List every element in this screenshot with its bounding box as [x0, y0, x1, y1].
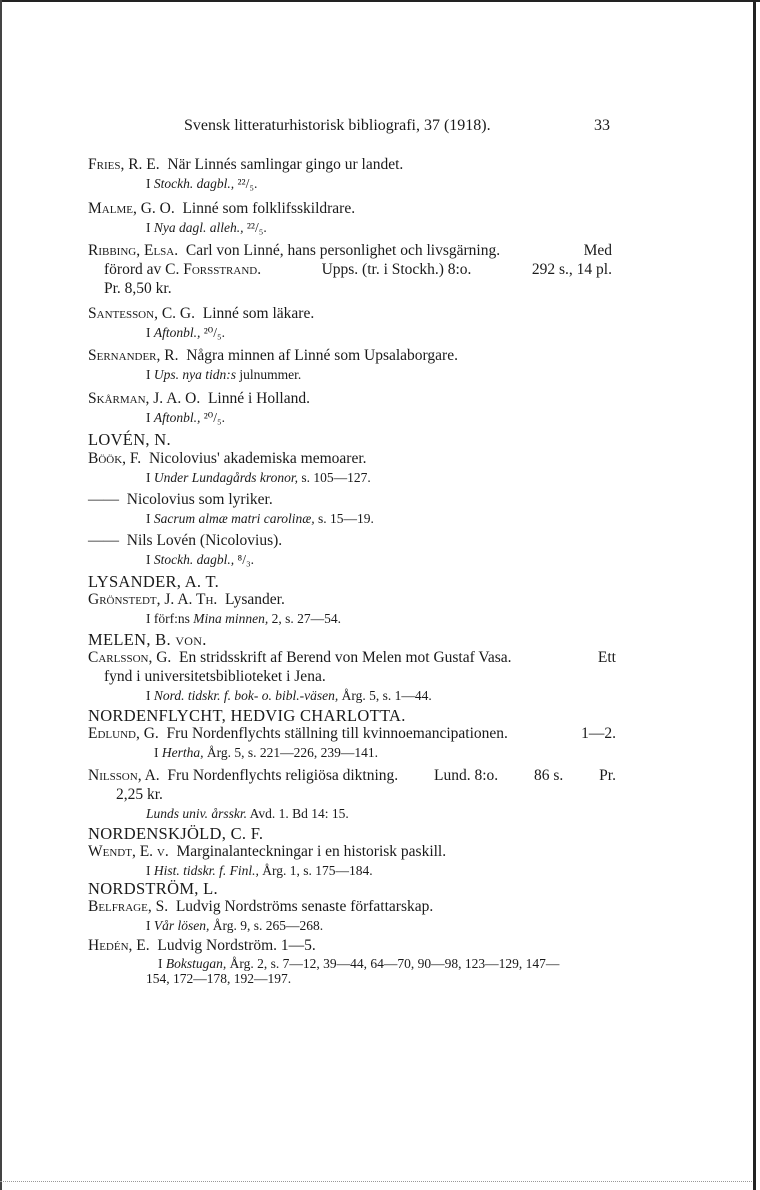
entry-source: I Aftonbl., ²⁰/₅.: [146, 410, 226, 425]
section-heading-loven: LOVÉN, N.: [88, 430, 171, 449]
entry-skarman: [88, 390, 310, 408]
entry-price: Pr. 8,50 kr.: [104, 280, 172, 297]
scan-border-top: [0, 0, 760, 2]
entry-carlsson-line2: fynd i universitetsbiblioteket i Jena.: [104, 668, 326, 685]
entry-source: I Bokstugan, Årg. 2, s. 7—12, 39—44, 64—70, 90—98, 123—129, 147—: [158, 956, 560, 971]
entry-title: Några minnen af Linné som Upsalaborgare.: [186, 347, 458, 364]
entry-source: I Nya dagl. alleh., ²²/₅.: [146, 220, 267, 235]
entry-author: Skårman, J. A. O.: [88, 390, 201, 407]
entry-source: Lunds univ. årsskr. Avd. 1. Bd 14: 15.: [146, 806, 349, 821]
entry-book-3: —— Nils Lovén (Nicolovius).: [88, 532, 283, 549]
entry-source: I Under Lundagårds kronor, s. 105—127.: [146, 470, 371, 485]
entry-fries: [88, 156, 403, 174]
scan-border-bottom: [0, 1181, 752, 1182]
section-heading-nordstrom: NORDSTRÖM, L.: [88, 879, 218, 898]
entry-source: I Hertha, Årg. 5, s. 221—226, 239—141.: [154, 745, 379, 760]
entry-gronstedt: Grönstedt, J. A. Th. Lysander.: [88, 591, 285, 608]
entry-source: I Vår lösen, Årg. 9, s. 265—268.: [146, 918, 324, 933]
entry-author: Fries, R. E.: [88, 156, 160, 173]
entry-wendt: Wendt, E. v. Marginalanteckningar i en historisk paskill.: [88, 843, 447, 860]
entry-book-1: Böök, F. Nicolovius' akademiska memoarer.: [88, 450, 367, 467]
entry-heden: Hedén, E. Ludvig Nordström. 1—5.: [88, 937, 316, 954]
entry-ribbing-line2: förord av C. Forsstrand. Upps. (tr. i Stockh.) 8:o. 292 s., 14 pl.: [104, 261, 612, 278]
entry-santesson: [88, 305, 314, 323]
entry-title: Linné som folklifsskildrare.: [182, 200, 356, 217]
section-heading-melen: MELEN, B. von.: [88, 630, 207, 649]
entry-nilsson: Nilsson, A. Fru Nordenflychts religiösa diktning. Lund. 8:o. 86 s. Pr.: [88, 767, 616, 784]
entry-source-line2: 154, 172—178, 192—197.: [146, 971, 292, 986]
entry-belfrage: Belfrage, S. Ludvig Nordströms senaste författarskap.: [88, 898, 434, 915]
entry-author: Malme, G. O.: [88, 200, 175, 217]
entry-author: Sernander, R.: [88, 347, 179, 364]
entry-source: I förf:ns Mina minnen, 2, s. 27—54.: [146, 611, 342, 626]
entry-source: I Hist. tidskr. f. Finl., Årg. 1, s. 175—184.: [146, 863, 373, 878]
page-number: 33: [594, 117, 610, 134]
entry-sernander: [88, 347, 458, 365]
entry-author: Ribbing, Elsa.: [88, 242, 179, 259]
entry-title: Linné i Holland.: [207, 390, 310, 407]
scan-border-right: [753, 0, 756, 1190]
entry-title: Linné som läkare.: [202, 305, 315, 322]
entry-source: I Aftonbl., ²⁰/₅.: [146, 325, 226, 340]
entry-title: Carl von Linné, hans personlighet och livsgärning.: [185, 242, 501, 259]
entry-source: I Stockh. dagbl., ⁸/₃.: [146, 552, 255, 567]
entry-author: Santesson, C. G.: [88, 305, 195, 322]
scan-border-left: [0, 0, 2, 1190]
entry-title: När Linnés samlingar gingo ur landet.: [167, 156, 404, 173]
section-heading-nordenskjold: NORDENSKJÖLD, C. F.: [88, 824, 264, 843]
entry-edlund: Edlund, G. Fru Nordenflychts ställning till kvinnoemancipationen. 1—2.: [88, 725, 616, 742]
section-heading-lysander: LYSANDER, A. T.: [88, 572, 220, 591]
entry-source: I Sacrum almæ matri carolinæ, s. 15—19.: [146, 511, 374, 526]
entry-source: I Stockh. dagbl., ²²/₅.: [146, 176, 258, 191]
running-title: Svensk litteraturhistorisk bibliografi, 37 (1918).: [184, 117, 491, 134]
entry-carlsson: Carlsson, G. En stridsskrift af Berend von Melen mot Gustaf Vasa. Ett: [88, 649, 616, 666]
entry-book-2: —— Nicolovius som lyriker.: [88, 491, 273, 508]
entry-price: 2,25 kr.: [116, 786, 163, 803]
entry-source: I Nord. tidskr. f. bok- o. bibl.-väsen, Årg. 5, s. 1—44.: [146, 688, 432, 703]
entry-ribbing: Ribbing, Elsa. Carl von Linné, hans personlighet och livsgärning. Med: [88, 242, 612, 259]
section-heading-nordenflycht: NORDENFLYCHT, HEDVIG CHARLOTTA.: [88, 706, 406, 725]
entry-source: I Ups. nya tidn:s julnummer.: [146, 367, 302, 382]
entry-malme: [88, 200, 355, 218]
